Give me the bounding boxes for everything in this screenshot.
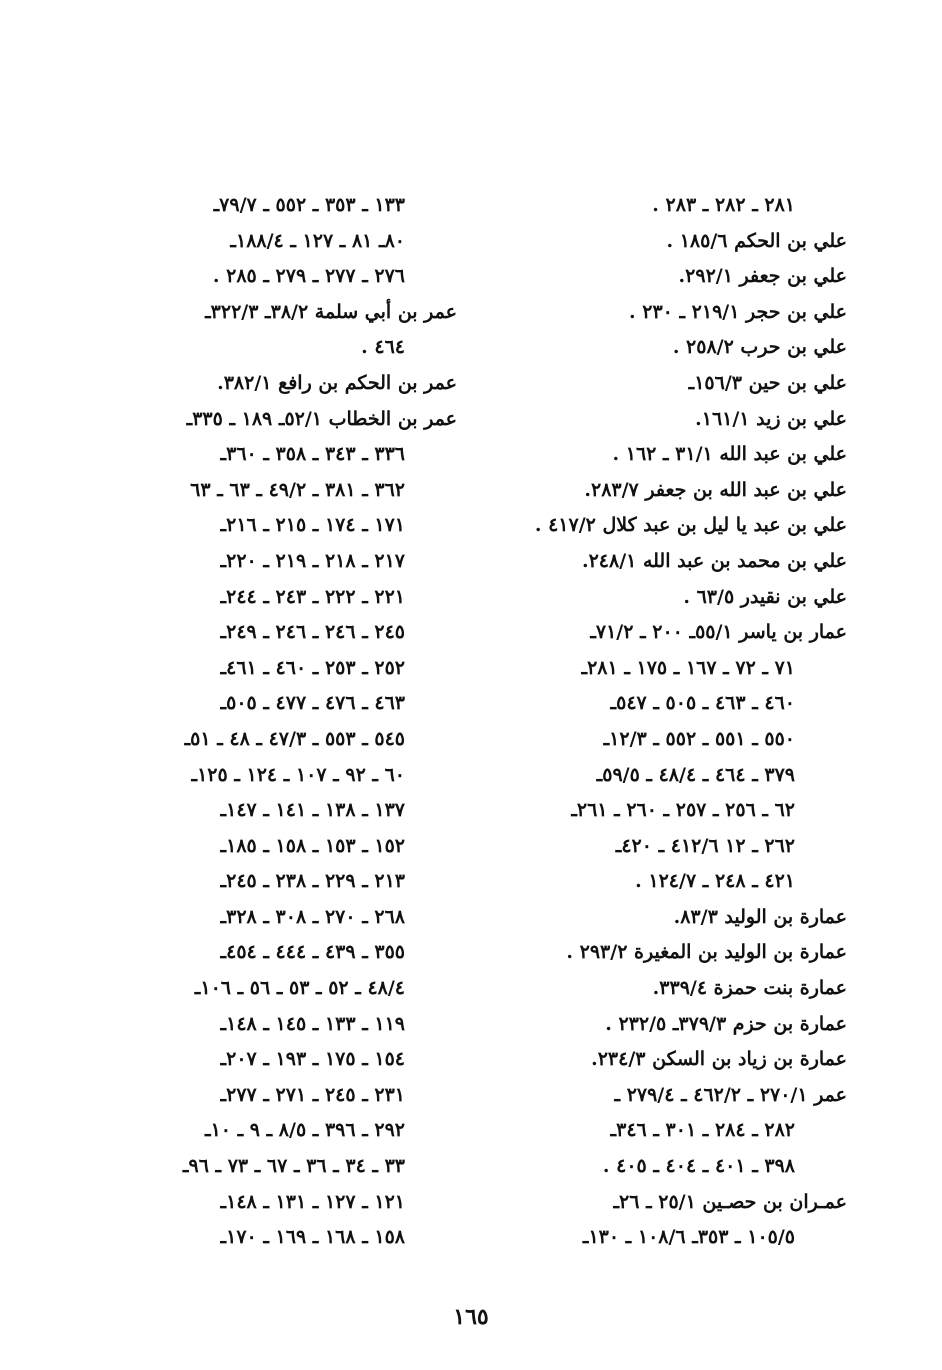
left-index-column — [115, 188, 457, 1256]
index-entry-line: ٦٠ ـ ٩٢ ـ ١٠٧ ـ ١٢٤ ـ ١٢٥ـ — [191, 763, 405, 786]
index-entry-line: عمارة بنت حمزة ٣٣٩/٤. — [652, 977, 847, 1000]
index-entry-line: ٢١٣ ـ ٢٢٩ ـ ٢٣٨ ـ ٢٤٥ـ — [220, 870, 405, 893]
index-entry-line: ٤٦٠ ـ ٤٦٣ ـ ٥٠٥ ـ ٥٤٧ـ — [610, 692, 795, 715]
index-entry-line: ٢٤٥ ـ ٢٤٦ ـ ٢٤٦ ـ ٢٤٩ـ — [220, 621, 405, 644]
index-entry-line: ٣٩٨ ـ ٤٠١ ـ ٤٠٤ ـ ٤٠٥ . — [602, 1155, 795, 1178]
index-entry-line: علي بن جعفر ٢٩٢/١. — [678, 265, 847, 288]
index-entry-line: ٢٨٢ ـ ٢٨٤ ـ ٣٠١ ـ ٣٤٦ـ — [610, 1119, 795, 1142]
index-entry-line: ١٧١ ـ ١٧٤ ـ ٢١٥ ـ ٢١٦ـ — [220, 514, 405, 537]
index-entry-line: علي بن عبد الله ٣١/١ ـ ١٦٢ . — [612, 443, 847, 466]
index-entry-line: ٧١ ـ ٧٢ ـ ١٦٧ ـ ١٧٥ ـ ٢٨١ـ — [581, 656, 795, 679]
index-entry-line: ٣٣٦ ـ ٣٤٣ ـ ٣٥٨ ـ ٣٦٠ـ — [220, 443, 405, 466]
index-entry-line: ٣٧٩ ـ ٤٦٤ ـ ٤٨/٤ ـ ٥٩/٥ـ — [596, 763, 795, 786]
index-entry-line: عمر بن الخطاب ٥٢/١ـ ١٨٩ ـ ٣٣٥ـ — [186, 407, 457, 430]
index-entry-line: عمارة بن زياد بن السكن ٢٣٤/٣. — [591, 1048, 847, 1071]
right-index-column — [505, 188, 847, 1256]
index-entry-line: عمر بن الحكم بن رافع ٣٨٢/١. — [217, 371, 457, 394]
index-entry-line: ٢٩٢ ـ ٣٩٦ ـ ٨/٥ ـ ٩ ـ ١٠ـ — [204, 1119, 405, 1142]
index-entry-line: ٥٤٥ ـ ٥٥٣ ـ ٤٧/٣ ـ ٤٨ ـ ٥١ـ — [184, 727, 405, 750]
index-entry-line: ٣٦٢ ـ ٣٨١ ـ ٤٩/٢ ـ ٦٣ ـ ٦٣ — [190, 478, 405, 501]
index-entry-line: عمر ٢٧٠/١ ـ ٤٦٢/٢ ـ ٢٧٩/٤ ـ — [614, 1083, 847, 1106]
index-entry-line: ٢٧٦ ـ ٢٧٧ ـ ٢٧٩ ـ ٢٨٥ . — [212, 265, 405, 288]
index-entry-line: ١١٩ ـ ١٣٣ ـ ١٤٥ ـ ١٤٨ـ — [220, 1012, 405, 1035]
index-entry-line: ١٥٨ ـ ١٦٨ ـ ١٦٩ ـ ١٧٠ـ — [220, 1226, 405, 1249]
index-entry-line: عمارة بن الوليد ٨٣/٣. — [673, 905, 847, 928]
index-entry-line: علي بن عبد يا ليل بن عبد كلال ٤١٧/٢ . — [534, 514, 847, 537]
index-entry-line: ٢١٧ ـ ٢١٨ ـ ٢١٩ ـ ٢٢٠ـ — [220, 549, 405, 572]
index-entry-line: ٣٥٥ ـ ٤٣٩ ـ ٤٤٤ ـ ٤٥٤ـ — [220, 941, 405, 964]
index-entry-line: ١٣٣ ـ ٣٥٣ ـ ٥٥٢ ـ ٧٩/٧ـ — [213, 194, 405, 216]
index-entry-line: ٤٦٣ ـ ٤٧٦ ـ ٤٧٧ ـ ٥٠٥ـ — [220, 692, 405, 715]
index-entry-line: ٢٢١ ـ ٢٢٢ ـ ٢٤٣ ـ ٢٤٤ـ — [220, 585, 405, 608]
index-entry-line: ٢٨١ ـ ٢٨٢ ـ ٢٨٣ . — [652, 194, 795, 216]
index-entry-line: ٤٢١ ـ ٢٤٨ ـ ١٢٤/٧ . — [635, 870, 795, 893]
index-entry-line: ١٥٢ ـ ١٥٣ ـ ١٥٨ ـ ١٨٥ـ — [220, 834, 405, 857]
index-entry-line: ١٠٥/٥ ـ ٣٥٣ـ ١٠٨/٦ ـ ١٣٠ـ — [582, 1226, 795, 1249]
index-entry-line: علي بن حجر ٢١٩/١ ـ ٢٣٠ . — [629, 300, 847, 323]
index-entry-line: ١٢١ ـ ١٢٧ ـ ١٣١ ـ ١٤٨ـ — [220, 1190, 405, 1213]
index-entry-line: ٤٨/٤ ـ ٥٢ ـ ٥٣ ـ ٥٦ ـ ١٠٦ـ — [194, 977, 405, 1000]
index-entry-line: علي بن حين ١٥٦/٣ـ — [688, 371, 847, 394]
index-entry-line: علي بن حرب ٢٥٨/٢ . — [672, 336, 847, 359]
index-entry-line: ٢٣١ ـ ٢٤٥ ـ ٢٧١ ـ ٢٧٧ـ — [220, 1083, 405, 1106]
index-entry-line: ٢٥٢ ـ ٢٥٣ ـ ٤٦٠ ـ ٤٦١ـ — [220, 656, 405, 679]
index-entry-line: ٣٣ ـ ٣٤ ـ ٣٦ ـ ٦٧ ـ ٧٣ ـ ٩٦ـ — [182, 1155, 405, 1178]
index-entry-line: ٢٦٨ ـ ٢٧٠ ـ ٣٠٨ ـ ٣٢٨ـ — [220, 905, 405, 928]
index-entry-line: ٨٠ـ ٨١ ـ ١٢٧ ـ ١٨٨/٤ـ — [230, 229, 405, 252]
index-entry-line: ١٣٧ ـ ١٣٨ ـ ١٤١ ـ ١٤٧ـ — [220, 799, 405, 822]
index-entry-line: علي بن محمد بن عبد الله ٢٤٨/١. — [581, 549, 847, 572]
index-entry-line: علي بن الحكم ١٨٥/٦ . — [666, 229, 847, 252]
index-entry-line: ٥٥٠ ـ ٥٥١ ـ ٥٥٢ ـ ١٢/٣ـ — [603, 727, 795, 750]
index-entry-line: عمارة بن الوليد بن المغيرة ٢٩٣/٢ . — [566, 941, 847, 964]
index-entry-line: علي بن زيد ١٦١/١. — [695, 407, 847, 430]
index-entry-line: ٦٢ ـ ٢٥٦ ـ ٢٥٧ ـ ٢٦٠ ـ ٢٦١ـ — [571, 799, 795, 822]
index-entry-line: عمار بن ياسر ٥٥/١ـ ٢٠٠ ـ ٧١/٢ـ — [590, 621, 847, 644]
index-entry-line: علي بن نقيدر ٦٣/٥ . — [683, 585, 847, 608]
index-entry-line: علي بن عبد الله بن جعفر ٢٨٣/٧. — [584, 478, 847, 501]
index-entry-line: ١٥٤ ـ ١٧٥ ـ ١٩٣ ـ ٢٠٧ـ — [220, 1048, 405, 1071]
page-number: ١٦٥ — [453, 1304, 489, 1330]
index-entry-line: عمارة بن حزم ٣٧٩/٣ـ ٢٣٢/٥ . — [605, 1012, 847, 1035]
index-entry-line: عمر بن أبي سلمة ٣٨/٢ـ ٣٢٢/٣ـ — [205, 300, 457, 323]
index-entry-line: عمـران بن حصـين ٢٥/١ ـ ٢٦ـ — [613, 1190, 847, 1213]
index-entry-line: ٢٦٢ ـ ١٢ ٤١٢/٦ ـ ٤٢٠ـ — [615, 834, 795, 857]
index-entry-line: ٤٦٤ . — [361, 336, 405, 359]
